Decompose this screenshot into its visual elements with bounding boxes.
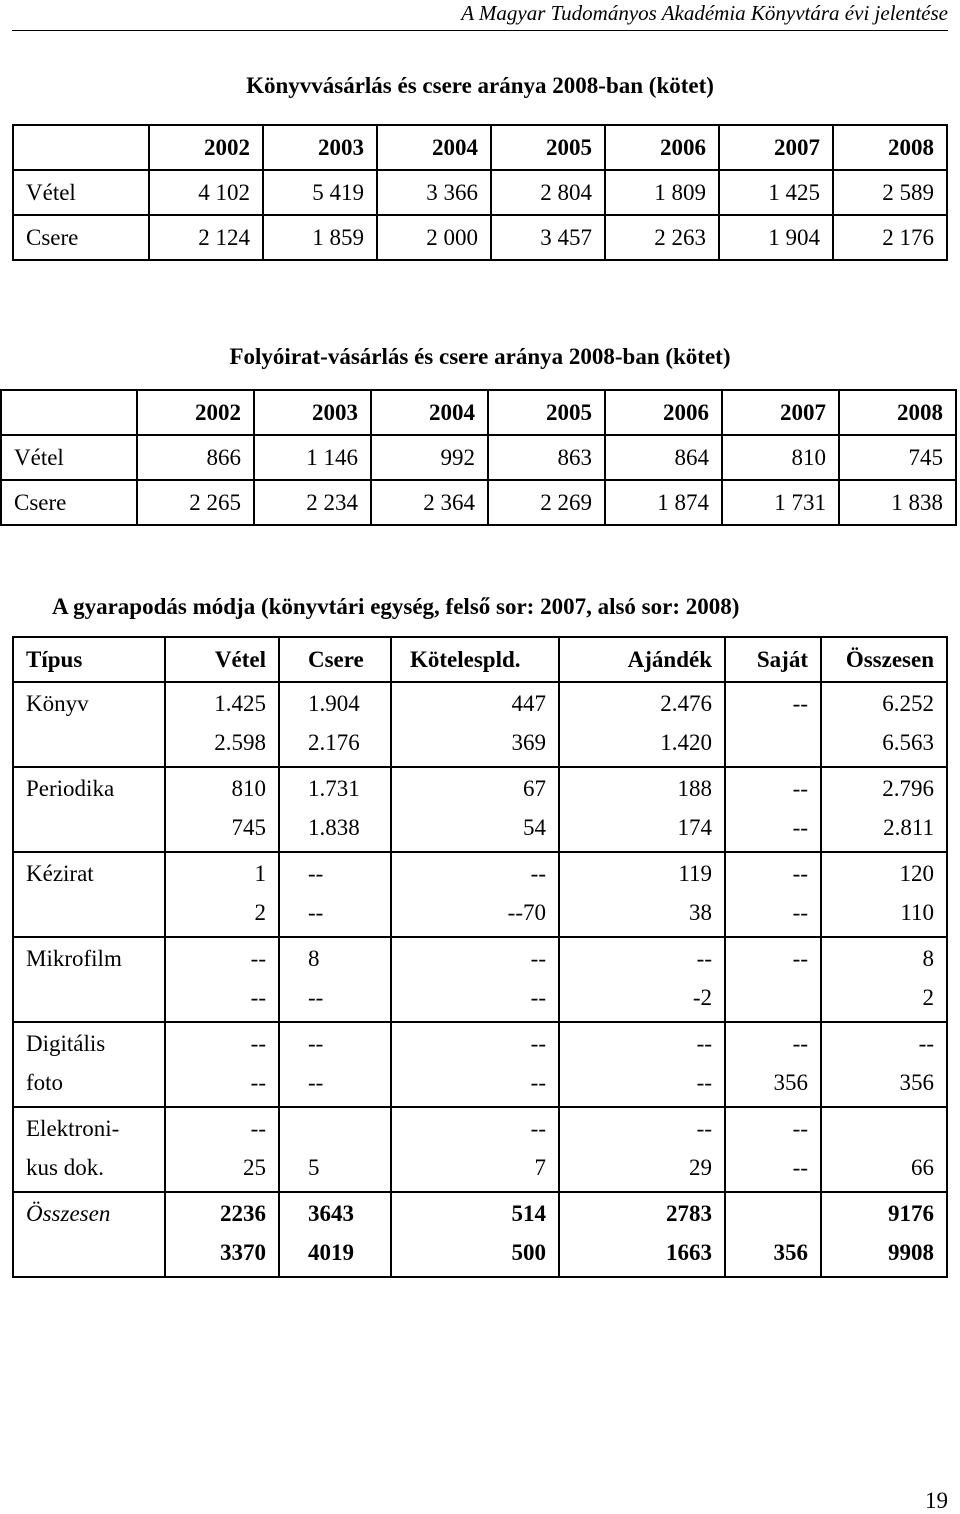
book-purchase-exchange-table (12, 124, 948, 261)
value-2007: -- (792, 1116, 808, 1141)
table-cell (279, 682, 391, 767)
value-2008: 500 (511, 1240, 546, 1265)
value-2007: 6.252 (882, 691, 934, 716)
table-cell (559, 682, 725, 767)
value-2008: 356 (773, 1070, 808, 1095)
year-header: 2005 (488, 390, 605, 435)
column-header: Saját (725, 637, 821, 682)
value-2008: 2 (922, 985, 934, 1010)
value-2008: -- (250, 985, 266, 1010)
value-2008: -2 (692, 985, 712, 1010)
table-cell (725, 937, 821, 1022)
column-header: Kötelespld. (391, 637, 559, 682)
table-cell (559, 1022, 725, 1107)
value-2008: 2.176 (308, 730, 360, 755)
year-header: 2008 (833, 125, 947, 170)
value-2007: 3643 (308, 1201, 354, 1226)
value-2008: -- (308, 1070, 324, 1095)
value-2007 (308, 1109, 378, 1148)
table-cell (165, 767, 279, 852)
table-row (13, 852, 947, 937)
acquisition-table-title: A gyarapodás módja (könyvtári egység, felső sor: 2007, alsó sor: 2008) (52, 594, 740, 619)
page-number: 19 (925, 1488, 948, 1513)
table-cell (165, 1022, 279, 1107)
value-2008: -- (250, 1070, 266, 1095)
row-label (13, 767, 165, 852)
value-2008: -- (792, 900, 808, 925)
value-2007: -- (792, 1031, 808, 1056)
table-cell (559, 852, 725, 937)
table-cell: 1 425 (719, 170, 833, 215)
periodical-table-title: Folyóirat-vásárlás és csere aránya 2008-ban (kötet) (229, 344, 731, 369)
value-2007: -- (308, 861, 324, 886)
table-row (13, 1022, 947, 1107)
year-header: 2003 (254, 390, 371, 435)
value-2007: -- (696, 1031, 712, 1056)
value-2008: -- (696, 1070, 712, 1095)
acquisition-table-body (13, 682, 947, 1277)
year-header: 2005 (491, 125, 605, 170)
periodical-purchase-exchange-table (0, 389, 957, 526)
value-2008: 110 (900, 900, 934, 925)
value-2007: 120 (899, 861, 934, 886)
row-label-line: Digitális (26, 1031, 106, 1056)
year-header: 2006 (605, 125, 719, 170)
table-row (13, 937, 947, 1022)
year-header: 2007 (722, 390, 839, 435)
value-2007: 2.796 (882, 776, 934, 801)
row-label-line: Periodika (26, 776, 115, 801)
value-2008: 7 (534, 1155, 546, 1180)
value-2007: 188 (677, 776, 712, 801)
table-cell (165, 852, 279, 937)
table-cell: 5 419 (263, 170, 377, 215)
table-cell: 992 (371, 435, 488, 480)
value-2007: 1.731 (308, 776, 360, 801)
year-header: 2008 (839, 390, 956, 435)
table-cell (165, 682, 279, 767)
row-label (13, 1107, 165, 1192)
table-row (13, 1107, 947, 1192)
table-header-row (13, 637, 947, 682)
table-cell (821, 937, 947, 1022)
value-2007: -- (250, 1031, 266, 1056)
value-2008: -- (792, 1155, 808, 1180)
year-header: 2007 (719, 125, 833, 170)
value-2007: -- (696, 946, 712, 971)
value-2007: -- (308, 1031, 324, 1056)
table-row (13, 215, 947, 260)
value-2008: 3370 (220, 1240, 266, 1265)
row-label-line: Könyv (26, 691, 89, 716)
row-label (13, 852, 165, 937)
value-2007: -- (792, 776, 808, 801)
table-cell: 2 364 (371, 480, 488, 525)
empty-header-cell (1, 390, 137, 435)
value-2007: 447 (511, 691, 546, 716)
year-header: 2002 (137, 390, 254, 435)
value-2007: -- (530, 1031, 546, 1056)
row-label-line: Mikrofilm (26, 946, 122, 971)
value-2007: -- (918, 1031, 934, 1056)
table-cell (725, 1022, 821, 1107)
value-2008: -- (308, 985, 324, 1010)
table-cell: 1 904 (719, 215, 833, 260)
table-cell: 864 (605, 435, 722, 480)
value-2007: -- (530, 946, 546, 971)
column-header: Vétel (165, 637, 279, 682)
table-cell (821, 767, 947, 852)
row-label-line: kus dok. (26, 1155, 104, 1180)
table-cell (279, 852, 391, 937)
year-header: 2004 (377, 125, 491, 170)
value-2007: -- (696, 1116, 712, 1141)
row-label-line: Elektroni- (26, 1116, 120, 1141)
acquisition-mode-table (12, 636, 948, 1278)
table-cell: 4 102 (149, 170, 263, 215)
value-2007: -- (792, 861, 808, 886)
value-2008: 745 (231, 815, 266, 840)
value-2008: -- (792, 815, 808, 840)
value-2008: -- (530, 985, 546, 1010)
value-2008: 369 (511, 730, 546, 755)
value-2008: 356 (773, 1240, 808, 1265)
table-cell (165, 1107, 279, 1192)
table-cell (821, 1192, 947, 1277)
table-cell: 1 146 (254, 435, 371, 480)
table-cell (391, 767, 559, 852)
table-cell (391, 937, 559, 1022)
table-row (1, 435, 956, 480)
row-label: Vétel (13, 170, 149, 215)
table-row (13, 767, 947, 852)
table-cell (279, 1022, 391, 1107)
year-header: 2003 (263, 125, 377, 170)
row-label: Csere (13, 215, 149, 260)
value-2008: 174 (677, 815, 712, 840)
book-table-title: Könyvvásárlás és csere aránya 2008-ban (kötet) (246, 73, 714, 98)
value-2008: 29 (689, 1155, 712, 1180)
table-cell (559, 767, 725, 852)
value-2007: 9176 (888, 1201, 934, 1226)
row-label-line: Kézirat (26, 861, 94, 886)
value-2007: 1.904 (308, 691, 360, 716)
table-cell: 2 176 (833, 215, 947, 260)
column-header: Csere (279, 637, 391, 682)
table-cell (391, 682, 559, 767)
value-2008: --70 (507, 900, 546, 925)
table-cell (391, 1022, 559, 1107)
value-2007: 119 (678, 861, 712, 886)
running-header: A Magyar Tudományos Akadémia Könyvtára évi jelentése (461, 1, 948, 25)
empty-header-cell (13, 125, 149, 170)
table-cell (279, 937, 391, 1022)
column-header: Összesen (821, 637, 947, 682)
value-2008: 25 (243, 1155, 266, 1180)
table-cell: 745 (839, 435, 956, 480)
table-cell: 1 838 (839, 480, 956, 525)
value-2007: 8 (308, 946, 320, 971)
table-cell: 2 000 (377, 215, 491, 260)
row-label (13, 1022, 165, 1107)
table-cell (725, 1192, 821, 1277)
table-cell (821, 1022, 947, 1107)
table-cell: 2 269 (488, 480, 605, 525)
value-2007: 810 (231, 776, 266, 801)
value-2008: 54 (523, 815, 546, 840)
table-cell: 810 (722, 435, 839, 480)
table-cell: 2 265 (137, 480, 254, 525)
header-rule (12, 30, 948, 31)
value-2008: 2.811 (883, 815, 934, 840)
value-2008: 356 (899, 1070, 934, 1095)
value-2007: 514 (511, 1201, 546, 1226)
table-cell (725, 767, 821, 852)
value-2007: -- (792, 946, 808, 971)
row-label (13, 1192, 165, 1277)
table-cell: 3 457 (491, 215, 605, 260)
table-cell: 2 804 (491, 170, 605, 215)
value-2007: 2236 (220, 1201, 266, 1226)
table-cell: 2 234 (254, 480, 371, 525)
table-cell (821, 1107, 947, 1192)
table-row (13, 1192, 947, 1277)
year-header: 2004 (371, 390, 488, 435)
table-row (1, 480, 956, 525)
row-label: Csere (1, 480, 137, 525)
table-cell (559, 1107, 725, 1192)
table-cell: 1 874 (605, 480, 722, 525)
value-2008: 6.563 (882, 730, 934, 755)
table-cell (725, 852, 821, 937)
table-cell (391, 1192, 559, 1277)
value-2008 (738, 723, 808, 762)
table-cell: 2 263 (605, 215, 719, 260)
value-2007: 2.476 (660, 691, 712, 716)
value-2008: 66 (911, 1155, 934, 1180)
table-header-row (1, 390, 956, 435)
value-2008: 1663 (666, 1240, 712, 1265)
value-2007: 1.425 (214, 691, 266, 716)
value-2008: 5 (308, 1155, 320, 1180)
value-2008: 9908 (888, 1240, 934, 1265)
value-2007: -- (792, 691, 808, 716)
row-label-line: foto (26, 1070, 64, 1095)
value-2007: -- (530, 861, 546, 886)
value-2008: 1.838 (308, 815, 360, 840)
value-2008: 38 (689, 900, 712, 925)
column-header: Típus (13, 637, 165, 682)
column-header: Ajándék (559, 637, 725, 682)
year-header: 2002 (149, 125, 263, 170)
table-cell (725, 1107, 821, 1192)
table-cell (725, 682, 821, 767)
row-label (13, 937, 165, 1022)
row-label: Vétel (1, 435, 137, 480)
table-cell (279, 1192, 391, 1277)
value-2008: 1.420 (660, 730, 712, 755)
table-cell: 866 (137, 435, 254, 480)
table-cell (165, 1192, 279, 1277)
value-2008: -- (308, 900, 324, 925)
value-2007: 2783 (666, 1201, 712, 1226)
table-cell: 863 (488, 435, 605, 480)
table-cell: 3 366 (377, 170, 491, 215)
table-cell (391, 1107, 559, 1192)
value-2007: -- (250, 1116, 266, 1141)
table-header-row (13, 125, 947, 170)
value-2007: -- (250, 946, 266, 971)
value-2007: 8 (922, 946, 934, 971)
table-cell (821, 682, 947, 767)
value-2008: 4019 (308, 1240, 354, 1265)
table-cell (821, 852, 947, 937)
table-cell: 2 124 (149, 215, 263, 260)
value-2008: 2 (254, 900, 266, 925)
table-cell (391, 852, 559, 937)
table-cell: 1 731 (722, 480, 839, 525)
year-header: 2006 (605, 390, 722, 435)
value-2008 (738, 978, 808, 1017)
table-cell (559, 1192, 725, 1277)
table-cell (279, 767, 391, 852)
value-2008: -- (530, 1070, 546, 1095)
value-2007: 67 (523, 776, 546, 801)
table-cell (165, 937, 279, 1022)
value-2007 (738, 1194, 808, 1233)
value-2008: 2.598 (214, 730, 266, 755)
value-2007: -- (530, 1116, 546, 1141)
row-label (13, 682, 165, 767)
table-cell (559, 937, 725, 1022)
table-cell: 1 809 (605, 170, 719, 215)
table-cell: 1 859 (263, 215, 377, 260)
value-2007 (834, 1109, 934, 1148)
table-cell (279, 1107, 391, 1192)
table-row (13, 170, 947, 215)
table-row (13, 682, 947, 767)
row-label-line: Összesen (26, 1201, 111, 1226)
table-cell: 2 589 (833, 170, 947, 215)
value-2007: 1 (254, 861, 266, 886)
